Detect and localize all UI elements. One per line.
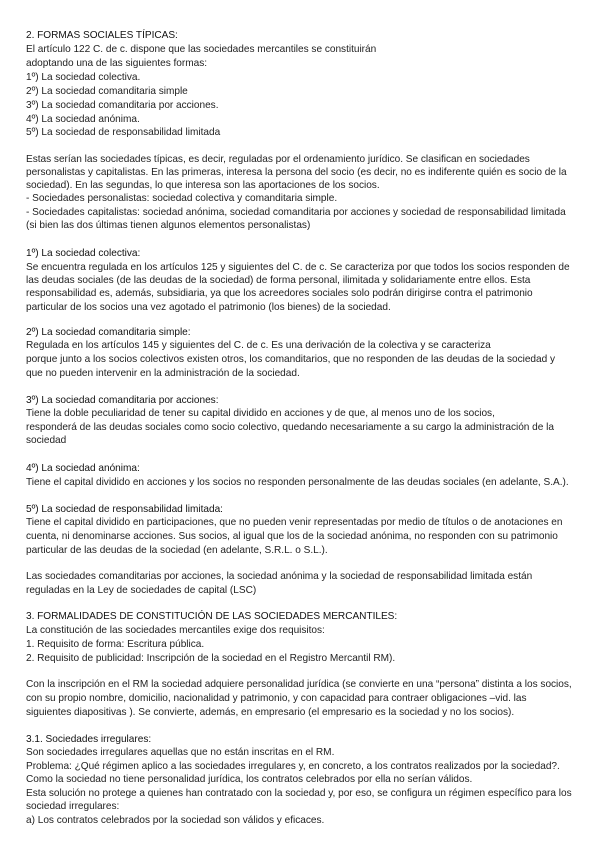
paragraph-line: siguientes diapositivas ). Se convierte, además, en empresario (el empresario es la sociedad y no los socios). bbox=[26, 707, 515, 718]
paragraph-line: Estas serían las sociedades típicas, es decir, reguladas por el ordenamiento jurídico. Se clasifican en sociedades bbox=[26, 154, 530, 165]
paragraph-line: Con la inscripción en el RM la sociedad adquiere personalidad jurídica (se convierte en una “persona” distinta a los socios, bbox=[26, 679, 572, 690]
paragraph-line: cuenta, ni denominarse acciones. Sus socios, al igual que los de la sociedad anónima, no responden con su patrimonio bbox=[26, 531, 558, 542]
paragraph-line: reguladas en la Ley de sociedades de capital (LSC) bbox=[26, 585, 257, 596]
paragraph-line: particular de las deudas de la sociedad (en adelante, S.R.L. o S.L.). bbox=[26, 545, 328, 556]
paragraph-line: porque junto a los socios colectivos existen otros, los comanditarios, que no responden de las deudas de la sociedad y bbox=[26, 354, 556, 365]
paragraph-line: Como la sociedad no tiene personalidad jurídica, los contratos celebrados por ella no serían válidos. bbox=[26, 774, 473, 785]
section-heading: 3. FORMALIDADES DE CONSTITUCIÓN DE LAS SOCIEDADES MERCANTILES: bbox=[26, 611, 398, 622]
paragraph-line: responderá de las deudas sociales como socio colectivo, quedando necesariamente a su cargo la administración de la bbox=[26, 422, 554, 433]
subsection-heading: 5º) La sociedad de responsabilidad limitada: bbox=[26, 504, 223, 515]
subsection-heading: 3º) La sociedad comanditaria por acciones: bbox=[26, 395, 219, 406]
paragraph-line: Se encuentra regulada en los artículos 125 y siguientes del C. de c. Se caracteriza por que todos los socios responden de bbox=[26, 262, 570, 273]
paragraph-line: - Sociedades personalistas: sociedad colectiva y comanditaria simple. bbox=[26, 193, 338, 204]
paragraph-line: sociedad irregulares: bbox=[26, 801, 120, 812]
list-item: 3º) La sociedad comanditaria por acciones. bbox=[26, 100, 219, 111]
paragraph-line: La constitución de las sociedades mercantiles exige dos requisitos: bbox=[26, 625, 325, 636]
list-item: a) Los contratos celebrados por la sociedad son válidos y eficaces. bbox=[26, 815, 325, 826]
paragraph-line: Tiene la doble peculiaridad de tener su capital dividido en acciones y de que, al menos uno de los socios, bbox=[26, 408, 495, 419]
paragraph-line: sociedad bbox=[26, 435, 67, 446]
list-item: 2. Requisito de publicidad: Inscripción de la sociedad en el Registro Mercantil RM). bbox=[26, 653, 396, 664]
list-item: 4º) La sociedad anónima. bbox=[26, 114, 140, 125]
paragraph-line: Las sociedades comanditarias por acciones, la sociedad anónima y la sociedad de responsabilidad limitada están bbox=[26, 571, 533, 582]
subsection-heading: 2º) La sociedad comanditaria simple: bbox=[26, 327, 191, 338]
paragraph-line: Regulada en los artículos 145 y siguientes del C. de c. Es una derivación de la colectiva y se caracteriza bbox=[26, 340, 491, 351]
section-heading: 2. FORMAS SOCIALES TÍPICAS: bbox=[26, 30, 178, 41]
list-item: 2º) La sociedad comanditaria simple bbox=[26, 86, 188, 97]
list-item: 1. Requisito de forma: Escritura pública. bbox=[26, 639, 205, 650]
paragraph-line: adoptando una de las siguientes formas: bbox=[26, 58, 208, 69]
list-item: 5º) La sociedad de responsabilidad limitada bbox=[26, 127, 221, 138]
subsection-heading: 1º) La sociedad colectiva: bbox=[26, 248, 141, 259]
paragraph-line: personalistas y capitalistas. En las primeras, interesa la persona del socio (es decir, no es indiferente quién es socio de la bbox=[26, 167, 567, 178]
paragraph-line: Esta solución no protege a quienes han contratado con la sociedad y, por eso, se configura un régimen específico para los bbox=[26, 788, 572, 799]
paragraph-line: - Sociedades capitalistas: sociedad anónima, sociedad comanditaria por acciones y sociedad de responsabilidad limitada bbox=[26, 207, 566, 218]
list-item: 1º) La sociedad colectiva. bbox=[26, 72, 141, 83]
paragraph-line: El artículo 122 C. de c. dispone que las sociedades mercantiles se constituirán bbox=[26, 44, 377, 55]
paragraph-line: (si bien las dos últimas tienen algunos elementos personalistas) bbox=[26, 220, 311, 231]
paragraph-line: Son sociedades irregulares aquellas que no están inscritas en el RM. bbox=[26, 747, 335, 758]
paragraph-line: particular de los socios una vez agotado el patrimonio (los bienes) de la sociedad. bbox=[26, 302, 391, 313]
paragraph-line: Tiene el capital dividido en participaciones, que no pueden venir representadas por medio de títulos o de anotaciones en bbox=[26, 517, 563, 528]
paragraph-line: Problema: ¿Qué régimen aplico a las sociedades irregulares y, en concreto, a los contratos realizados por la sociedad?. bbox=[26, 761, 560, 772]
paragraph-line: Tiene el capital dividido en acciones y los socios no responden personalmente de las deudas sociales (en adelante, S.A.). bbox=[26, 477, 569, 488]
paragraph-line: sociedad). En las segundas, lo que interesa son las aportaciones de los socios. bbox=[26, 180, 380, 191]
subsection-heading: 4º) La sociedad anónima: bbox=[26, 463, 140, 474]
paragraph-line: con su propio nombre, domicilio, nacionalidad y patrimonio, y con capacidad para contraer obligaciones –vid. las bbox=[26, 693, 527, 704]
subsection-heading: 3.1. Sociedades irregulares: bbox=[26, 734, 152, 745]
paragraph-line: las deudas sociales (de las deudas de la sociedad) de forma personal, ilimitada y solidariamente entre ellos. Esta bbox=[26, 275, 531, 286]
paragraph-line: que no pueden intervenir en la administración de la sociedad. bbox=[26, 368, 300, 379]
paragraph-line: responsabilidad es, además, subsidiaria, ya que los acreedores sociales solo podrán dirigirse contra el patrimonio bbox=[26, 288, 533, 299]
